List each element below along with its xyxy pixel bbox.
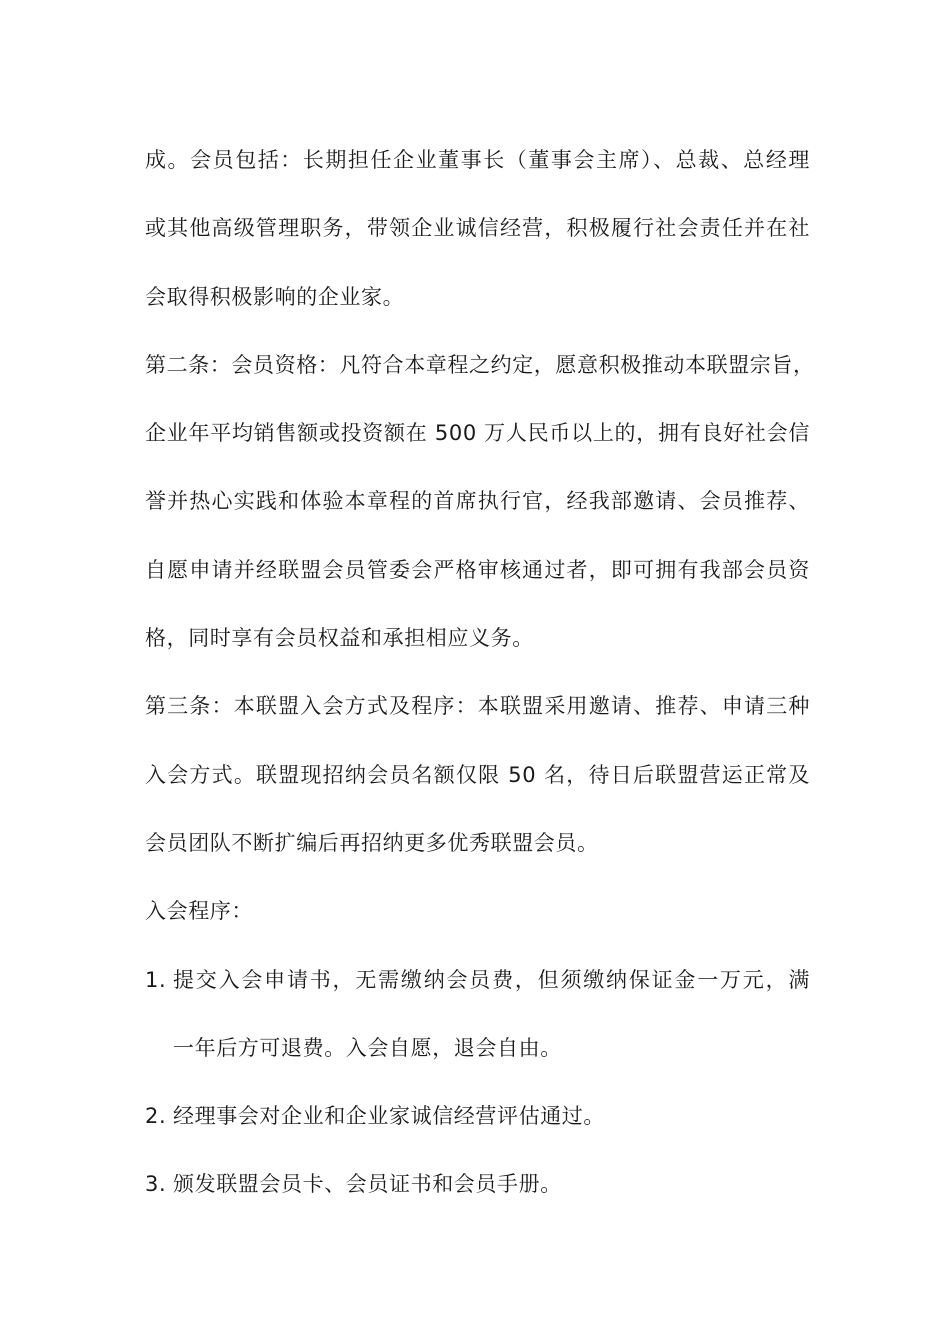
article-3-line: 第三条：本联盟入会方式及程序：本联盟采用邀请、推荐、申请三种 [145,694,810,719]
document-body [145,138,815,1231]
text-line: 企业年平均销售额或投资额在 500 万人民币以上的，拥有良好社会信 [145,421,810,446]
article-2-line: 第二条：会员资格：凡符合本章程之约定，愿意积极推动本联盟宗旨， [145,352,815,377]
text-line: 或其他高级管理职务，带领企业诚信经营，积极履行社会责任并在社 [145,216,810,241]
text-line: 入会方式。联盟现招纳会员名额仅限 50 名，待日后联盟营运正常及 [145,762,810,787]
text-line: 会取得积极影响的企业家。 [145,284,405,309]
procedure-item-1 [145,958,810,1026]
item-text: 提交入会申请书，无需缴纳会员费，但须缴纳保证金一万元，满 [173,967,810,992]
text-line: 自愿申请并经联盟会员管委会严格审核通过者，即可拥有我部会员资 [145,557,810,582]
text-line: 格，同时享有会员权益和承担相应义务。 [145,626,534,651]
item-text: 一年后方可退费。入会自愿，退会自由。 [173,1035,562,1060]
item-number: 2. [145,1104,167,1129]
item-number: 3. [145,1172,167,1197]
procedure-item-2 [145,1094,810,1162]
text-line: 誉并热心实践和体验本章程的首席执行官，经我部邀请、会员推荐、 [145,489,810,514]
procedure-heading: 入会程序： [145,899,253,924]
item-text: 经理事会对企业和企业家诚信经营评估通过。 [173,1104,605,1129]
item-number: 1. [145,967,167,992]
procedure-item-1-continuation [145,1026,810,1094]
text-line: 会员团队不断扩编后再招纳更多优秀联盟会员。 [145,830,599,855]
item-text: 颁发联盟会员卡、会员证书和会员手册。 [173,1172,562,1197]
procedure-item-3 [145,1162,810,1230]
text-line: 成。会员包括：长期担任企业董事长（董事会主席）、总裁、总经理 [145,148,810,172]
